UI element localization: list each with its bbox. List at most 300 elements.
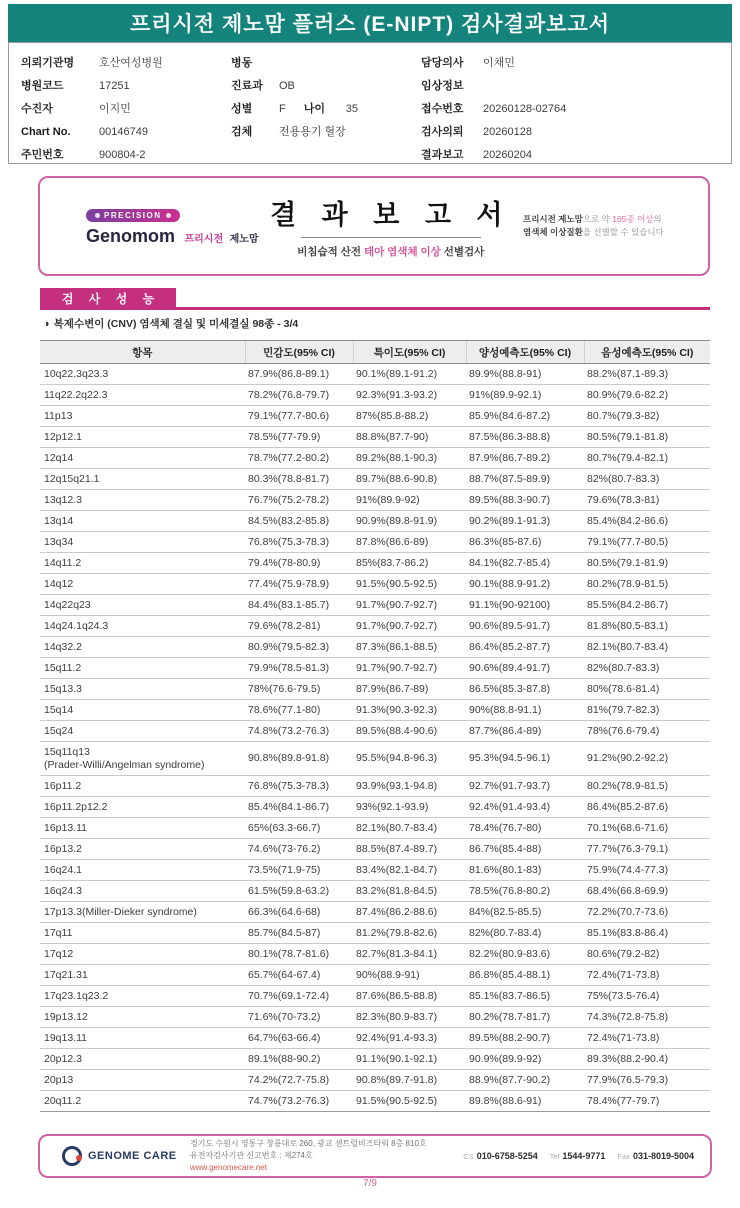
table-row [40, 902, 710, 923]
table-row [40, 1028, 710, 1049]
npv-value: 78.4%(77-79.7) [584, 1091, 710, 1112]
report-date-value: 20260204 [483, 149, 532, 161]
ppv-value: 90.1%(88.9-91.2) [466, 574, 584, 595]
region-label: 16p13.11 [44, 821, 88, 834]
region-label: 16q24.1 [44, 863, 82, 876]
npv-value: 77.7%(76.3-79.1) [584, 839, 710, 860]
resident-no-value: 900804-2 [99, 149, 146, 161]
sensitivity-value: 71.6%(70-73.2) [245, 1007, 353, 1028]
sensitivity-value: 89.1%(88-90.2) [245, 1049, 353, 1070]
region-label: 14q24.1q24.3 [44, 619, 109, 632]
ppv-value: 88.7%(87.5-89.9) [466, 469, 584, 490]
ppv-value: 82.2%(80.9-83.6) [466, 944, 584, 965]
ppv-value: 91%(89.9-92.1) [466, 385, 584, 406]
region-sublabel: (Prader-Willi/Angelman syndrome) [44, 758, 205, 771]
region-cell [40, 427, 245, 448]
ppv-value: 81.6%(80.1-83) [466, 860, 584, 881]
specificity-value: 90.8%(89.7-91.8) [353, 1070, 466, 1091]
dot-icon [95, 213, 100, 218]
region-label: 17q23.1q23.2 [44, 989, 109, 1002]
performance-table [40, 340, 710, 1112]
region-cell [40, 839, 245, 860]
table-row [40, 679, 710, 700]
brand-kr-precision: 프리시전 [184, 234, 224, 245]
ppv-value: 86.8%(85.4-88.1) [466, 965, 584, 986]
half-circle-icon: ◑ [43, 317, 50, 330]
region-label: 16p11.2p12.2 [44, 800, 108, 813]
sensitivity-value: 90.8%(89.8-91.8) [245, 742, 353, 776]
sensitivity-value: 76.8%(75.3-78.3) [245, 532, 353, 553]
sensitivity-value: 66.3%(64.6-68) [245, 902, 353, 923]
region-cell [40, 1070, 245, 1091]
footer-contacts [455, 1151, 710, 1161]
npv-value: 72.4%(71-73.8) [584, 1028, 710, 1049]
hospital-code-label: 병원코드 [21, 80, 64, 92]
table-row [40, 721, 710, 742]
ppv-value: 91.1%(90-92100) [466, 595, 584, 616]
ppv-value: 90.2%(89.1-91.3) [466, 511, 584, 532]
region-label: 19p13.12 [44, 1010, 88, 1023]
cs-number: 010-6758-5254 [476, 1151, 538, 1161]
sensitivity-value: 84.4%(83.1-85.7) [245, 595, 353, 616]
precision-badge: PRECISION [86, 209, 180, 222]
table-row [40, 700, 710, 721]
ppv-value: 82%(80.7-83.4) [466, 923, 584, 944]
ppv-value: 90.6%(89.4-91.7) [466, 658, 584, 679]
npv-value: 80.7%(79.4-82.1) [584, 448, 710, 469]
table-row [40, 1070, 710, 1091]
npv-value: 70.1%(68.6-71.6) [584, 818, 710, 839]
table-row [40, 616, 710, 637]
region-label: 14q12 [44, 577, 74, 590]
sensitivity-value: 76.7%(75.2-78.2) [245, 490, 353, 511]
specificity-value: 91%(89.9-92) [353, 490, 466, 511]
specificity-value: 87.3%(86.1-88.5) [353, 637, 466, 658]
age-label: 나이 [303, 103, 325, 115]
specificity-value: 90.9%(89.8-91.9) [353, 511, 466, 532]
sensitivity-value: 65%(63.3-66.7) [245, 818, 353, 839]
region-label: 16p11.2 [44, 779, 82, 792]
table-row [40, 427, 710, 448]
region-label: 14q32.2 [44, 640, 82, 653]
npv-value: 80.6%(79.2-82) [584, 944, 710, 965]
specificity-value: 90%(88.9-91) [353, 965, 466, 986]
region-cell [40, 881, 245, 902]
fax-label: Fax [617, 1152, 630, 1161]
ppv-value: 87.7%(86.4-89) [466, 721, 584, 742]
ppv-value: 89.8%(88.6-91) [466, 1091, 584, 1112]
table-row [40, 385, 710, 406]
table-row [40, 553, 710, 574]
npv-value: 85.1%(83.8-86.4) [584, 923, 710, 944]
sensitivity-value: 78.5%(77-79.9) [245, 427, 353, 448]
result-header-box [38, 176, 710, 276]
ppv-value: 86.5%(85.3-87.8) [466, 679, 584, 700]
region-cell [40, 860, 245, 881]
footer-website-link[interactable]: www.genomecare.net [190, 1163, 267, 1172]
dot-icon [166, 213, 171, 218]
table-row [40, 860, 710, 881]
npv-value: 86.4%(85.2-87.6) [584, 797, 710, 818]
ppv-value: 92.4%(91.4-93.4) [466, 797, 584, 818]
specificity-value: 92.3%(91.3-93.2) [353, 385, 466, 406]
patient-info-col2 [231, 52, 416, 144]
cs-label: CS [463, 1152, 474, 1161]
region-label: 16p13.2 [44, 842, 82, 855]
dept-value: OB [279, 80, 295, 92]
region-cell [40, 902, 245, 923]
sensitivity-value: 70.7%(69.1-72.4) [245, 986, 353, 1007]
brand-logo: Genomom [86, 226, 176, 246]
sex-value: F [279, 103, 286, 115]
ppv-value: 78.5%(76.8-80.2) [466, 881, 584, 902]
region-cell [40, 742, 245, 776]
sensitivity-value: 73.5%(71.9-75) [245, 860, 353, 881]
requester-value: 호산여성병원 [99, 57, 163, 69]
specificity-value: 91.7%(90.7-92.7) [353, 616, 466, 637]
specificity-value: 85%(83.7-86.2) [353, 553, 466, 574]
table-row [40, 742, 710, 776]
npv-value: 80.5%(79.1-81.8) [584, 427, 710, 448]
table-row [40, 986, 710, 1007]
sensitivity-value: 77.4%(75.9-78.9) [245, 574, 353, 595]
footer-box [38, 1134, 712, 1178]
sex-label: 성별 [231, 103, 253, 115]
sensitivity-value: 79.9%(78.5-81.3) [245, 658, 353, 679]
resident-no-label: 주민번호 [21, 149, 64, 161]
report-subtitle: 비침습적 산전 태아 염색체 이상 선별검사 [297, 246, 485, 258]
table-row [40, 574, 710, 595]
title-underline [301, 237, 481, 238]
sensitivity-value: 78.6%(77.1-80) [245, 700, 353, 721]
region-label: 17q21.31 [44, 968, 88, 981]
region-cell [40, 1091, 245, 1112]
npv-value: 68.4%(66.8-69.9) [584, 881, 710, 902]
table-row [40, 797, 710, 818]
sensitivity-value: 74.8%(73.2-76.3) [245, 721, 353, 742]
npv-value: 75%(73.5-76.4) [584, 986, 710, 1007]
region-cell [40, 1028, 245, 1049]
npv-value: 80.2%(78.9-81.5) [584, 776, 710, 797]
region-cell [40, 658, 245, 679]
region-cell [40, 553, 245, 574]
region-cell [40, 595, 245, 616]
region-cell [40, 574, 245, 595]
sensitivity-value: 84.5%(83.2-85.8) [245, 511, 353, 532]
specificity-value: 88.5%(87.4-89.7) [353, 839, 466, 860]
table-row [40, 364, 710, 385]
region-cell [40, 406, 245, 427]
table-header-row [40, 341, 710, 364]
brand-kr-genomom: 제노맘 [229, 234, 259, 245]
table-caption-text: 복제수변이 (CNV) 염색체 결실 및 미세결실 98종 - 3/4 [53, 318, 299, 330]
clinical-label: 임상정보 [421, 80, 464, 92]
specificity-value: 87.6%(86.5-88.8) [353, 986, 466, 1007]
patient-info-box [8, 42, 732, 164]
region-label: 15q11.2 [44, 661, 82, 674]
ppv-value: 85.9%(84.6-87.2) [466, 406, 584, 427]
region-cell [40, 616, 245, 637]
region-cell [40, 965, 245, 986]
table-row [40, 448, 710, 469]
sensitivity-value: 64.7%(63-66.4) [245, 1028, 353, 1049]
receipt-no-label: 접수번호 [421, 103, 464, 115]
section-divider [40, 307, 710, 310]
npv-value: 89.3%(88.2-90.4) [584, 1049, 710, 1070]
region-cell [40, 923, 245, 944]
sensitivity-value: 87.9%(86.8-89.1) [245, 364, 353, 385]
specificity-value: 89.5%(88.4-90.6) [353, 721, 466, 742]
npv-value: 78%(76.6-79.4) [584, 721, 710, 742]
region-cell [40, 776, 245, 797]
tel-label: Tel [549, 1152, 560, 1161]
footer-license: 유전자검사기관 신고번호 : 제274호 [190, 1151, 313, 1160]
table-row [40, 818, 710, 839]
specificity-value: 90.1%(89.1-91.2) [353, 364, 466, 385]
specificity-value: 91.5%(90.5-92.5) [353, 574, 466, 595]
specificity-value: 93%(92.1-93.9) [353, 797, 466, 818]
sensitivity-value: 74.7%(73.2-76.3) [245, 1091, 353, 1112]
sensitivity-value: 74.6%(73-76.2) [245, 839, 353, 860]
npv-value: 72.2%(70.7-73.6) [584, 902, 710, 923]
npv-value: 80.5%(79.1-81.9) [584, 553, 710, 574]
request-date-label: 검사의뢰 [421, 126, 464, 138]
region-cell [40, 1007, 245, 1028]
sensitivity-value: 79.1%(77.7-80.6) [245, 406, 353, 427]
patient-name-label: 수진자 [21, 103, 53, 115]
sensitivity-value: 80.1%(78.7-81.6) [245, 944, 353, 965]
ppv-value: 90.9%(89.9-92) [466, 1049, 584, 1070]
specificity-value: 89.2%(88.1-90.3) [353, 448, 466, 469]
sensitivity-value: 78.7%(77.2-80.2) [245, 448, 353, 469]
region-cell [40, 511, 245, 532]
table-row [40, 406, 710, 427]
region-label: 14q22q23 [44, 598, 91, 611]
sensitivity-value: 80.3%(78.8-81.7) [245, 469, 353, 490]
report-note: 프리시전 제노맘으로 약 165종 이상의 염색체 이상질환을 선별할 수 있습니다 [523, 213, 664, 237]
table-row [40, 658, 710, 679]
region-label: 19q13.11 [44, 1031, 88, 1044]
npv-value: 74.3%(72.8-75.8) [584, 1007, 710, 1028]
ppv-value: 87.5%(86.3-88.8) [466, 427, 584, 448]
region-cell [40, 469, 245, 490]
ppv-value: 86.3%(85-87.6) [466, 532, 584, 553]
specificity-value: 87%(85.8-88.2) [353, 406, 466, 427]
npv-value: 79.6%(78.3-81) [584, 490, 710, 511]
doctor-label: 담당의사 [421, 57, 464, 69]
specificity-value: 89.7%(88.6-90.8) [353, 469, 466, 490]
sensitivity-value: 79.6%(78.2-81) [245, 616, 353, 637]
region-cell [40, 944, 245, 965]
sensitivity-value: 61.5%(59.8-63.2) [245, 881, 353, 902]
chart-no-value: 00146749 [99, 126, 148, 138]
page-number: 7/9 [363, 1178, 377, 1189]
section-title: 검 사 성 능 [61, 292, 161, 306]
region-cell [40, 1049, 245, 1070]
request-date-value: 20260128 [483, 126, 532, 138]
specificity-value: 83.2%(81.8-84.5) [353, 881, 466, 902]
requester-label: 의뢰기관명 [21, 57, 75, 69]
sensitivity-value: 85.7%(84.5-87) [245, 923, 353, 944]
npv-value: 80%(78.6-81.4) [584, 679, 710, 700]
table-row [40, 881, 710, 902]
region-cell [40, 797, 245, 818]
col-header-specificity: 특이도(95% CI) [353, 341, 466, 364]
specificity-value: 82.1%(80.7-83.4) [353, 818, 466, 839]
region-label: 13q14 [44, 514, 74, 527]
region-label: 16q24.3 [44, 884, 82, 897]
specificity-value: 81.2%(79.8-82.6) [353, 923, 466, 944]
table-row [40, 1091, 710, 1112]
hospital-code-value: 17251 [99, 80, 130, 92]
region-cell [40, 448, 245, 469]
table-row [40, 532, 710, 553]
table-row [40, 923, 710, 944]
npv-value: 85.5%(84.2-86.7) [584, 595, 710, 616]
report-title-block [259, 193, 523, 259]
npv-value: 88.2%(87.1-89.3) [584, 364, 710, 385]
col-header-npv: 음성예측도(95% CI) [584, 341, 710, 364]
specificity-value: 93.9%(93.1-94.8) [353, 776, 466, 797]
sensitivity-value: 85.4%(84.1-86.7) [245, 797, 353, 818]
region-cell [40, 679, 245, 700]
region-label: 17q12 [44, 947, 74, 960]
sensitivity-value: 78%(76.6-79.5) [245, 679, 353, 700]
table-row [40, 637, 710, 658]
doctor-value: 이채민 [483, 57, 515, 69]
table-row [40, 511, 710, 532]
ppv-value: 95.3%(94.5-96.1) [466, 742, 584, 776]
specificity-value: 88.8%(87.7-90) [353, 427, 466, 448]
ppv-value: 84%(82.5-85.5) [466, 902, 584, 923]
receipt-no-value: 20260128-02764 [483, 103, 567, 115]
region-cell [40, 532, 245, 553]
ppv-value: 89.9%(88.8-91) [466, 364, 584, 385]
region-cell [40, 700, 245, 721]
footer-address: 경기도 수원시 영통구 창룡대로 260, 광교 센트럴비즈타워 8층 810호 [190, 1139, 427, 1148]
specificity-value: 87.9%(86.7-89) [353, 679, 466, 700]
specificity-value: 87.4%(86.2-88.6) [353, 902, 466, 923]
table-row [40, 1007, 710, 1028]
chart-no-label: Chart No. [21, 126, 71, 138]
specificity-value: 87.8%(86.6-89) [353, 532, 466, 553]
genome-care-icon [62, 1146, 82, 1166]
region-label: 12q15q21.1 [44, 472, 100, 485]
npv-value: 72.4%(71-73.8) [584, 965, 710, 986]
col-header-item: 항목 [40, 341, 245, 364]
npv-value: 79.1%(77.7-80.5) [584, 532, 710, 553]
specimen-value: 전용용기 혈장 [279, 126, 346, 138]
region-label: 20p13 [44, 1073, 74, 1086]
npv-value: 75.9%(74.4-77.3) [584, 860, 710, 881]
specificity-value: 91.7%(90.7-92.7) [353, 658, 466, 679]
region-label: 15q24 [44, 724, 74, 737]
region-label: 13q12.3 [44, 493, 82, 506]
table-row [40, 1049, 710, 1070]
ppv-value: 92.7%(91.7-93.7) [466, 776, 584, 797]
genome-care-name: GENOME CARE [88, 1150, 177, 1162]
section-tab-test-performance [40, 288, 176, 309]
ppv-value: 87.9%(86.7-89.2) [466, 448, 584, 469]
region-label: 11q22.2q22.3 [44, 388, 108, 401]
col-header-sensitivity: 민감도(95% CI) [245, 341, 353, 364]
ppv-value: 85.1%(83.7-86.5) [466, 986, 584, 1007]
sensitivity-value: 79.4%(78-80.9) [245, 553, 353, 574]
region-label: 11p13 [44, 409, 73, 422]
npv-value: 80.7%(79.3-82) [584, 406, 710, 427]
npv-value: 80.2%(78.9-81.5) [584, 574, 710, 595]
ppv-value: 88.9%(87.7-90.2) [466, 1070, 584, 1091]
ppv-value: 89.5%(88.3-90.7) [466, 490, 584, 511]
report-title-bar [8, 4, 732, 42]
region-label: 17q11 [44, 926, 73, 939]
region-label: 12p12.1 [44, 430, 82, 443]
specificity-value: 82.3%(80.9-83.7) [353, 1007, 466, 1028]
sensitivity-value: 65.7%(64-67.4) [245, 965, 353, 986]
region-label: 13q34 [44, 535, 74, 548]
specificity-value: 91.1%(90.1-92.1) [353, 1049, 466, 1070]
table-row [40, 490, 710, 511]
specificity-value: 95.5%(94.8-96.3) [353, 742, 466, 776]
ppv-value: 80.2%(78.7-81.7) [466, 1007, 584, 1028]
specimen-label: 검체 [231, 126, 253, 138]
ward-label: 병동 [231, 57, 253, 69]
region-label: 17p13.3(Miller-Dieker syndrome) [44, 905, 197, 918]
region-label: 20p12.3 [44, 1052, 82, 1065]
region-label: 15q11q13 [44, 745, 90, 758]
npv-value: 82%(80.7-83.3) [584, 469, 710, 490]
sensitivity-value: 78.2%(76.8-79.7) [245, 385, 353, 406]
tel-number: 1544-9771 [562, 1151, 606, 1161]
table-row [40, 469, 710, 490]
npv-value: 81%(79.7-82.3) [584, 700, 710, 721]
table-row [40, 595, 710, 616]
table-row [40, 965, 710, 986]
dept-label: 진료과 [231, 80, 263, 92]
ppv-value: 90%(88.8-91.1) [466, 700, 584, 721]
npv-value: 82.1%(80.7-83.4) [584, 637, 710, 658]
region-label: 20q11.2 [44, 1094, 82, 1107]
npv-value: 77.9%(76.5-79.3) [584, 1070, 710, 1091]
patient-name-value: 이지민 [99, 103, 131, 115]
patient-info-col1 [21, 52, 226, 167]
region-cell [40, 818, 245, 839]
region-label: 12q14 [44, 451, 74, 464]
ppv-value: 89.5%(88.2-90.7) [466, 1028, 584, 1049]
table-row [40, 944, 710, 965]
ppv-value: 84.1%(82.7-85.4) [466, 553, 584, 574]
table-row [40, 776, 710, 797]
specificity-value: 82.7%(81.3-84.1) [353, 944, 466, 965]
region-label: 14q11.2 [44, 556, 82, 569]
region-cell [40, 364, 245, 385]
ppv-value: 90.6%(89.5-91.7) [466, 616, 584, 637]
patient-info-col3 [421, 52, 711, 167]
region-cell [40, 385, 245, 406]
performance-table-body [40, 364, 710, 1112]
brand-block [40, 205, 259, 247]
specificity-value: 91.3%(90.3-92.3) [353, 700, 466, 721]
npv-value: 82%(80.7-83.3) [584, 658, 710, 679]
region-label: 15q13.3 [44, 682, 82, 695]
result-report-title: 결 과 보 고 서 [270, 200, 512, 230]
region-cell [40, 721, 245, 742]
sensitivity-value: 80.9%(79.5-82.3) [245, 637, 353, 658]
table-caption [43, 316, 298, 331]
region-cell [40, 986, 245, 1007]
npv-value: 80.9%(79.6-82.2) [584, 385, 710, 406]
specificity-value: 91.5%(90.5-92.5) [353, 1091, 466, 1112]
